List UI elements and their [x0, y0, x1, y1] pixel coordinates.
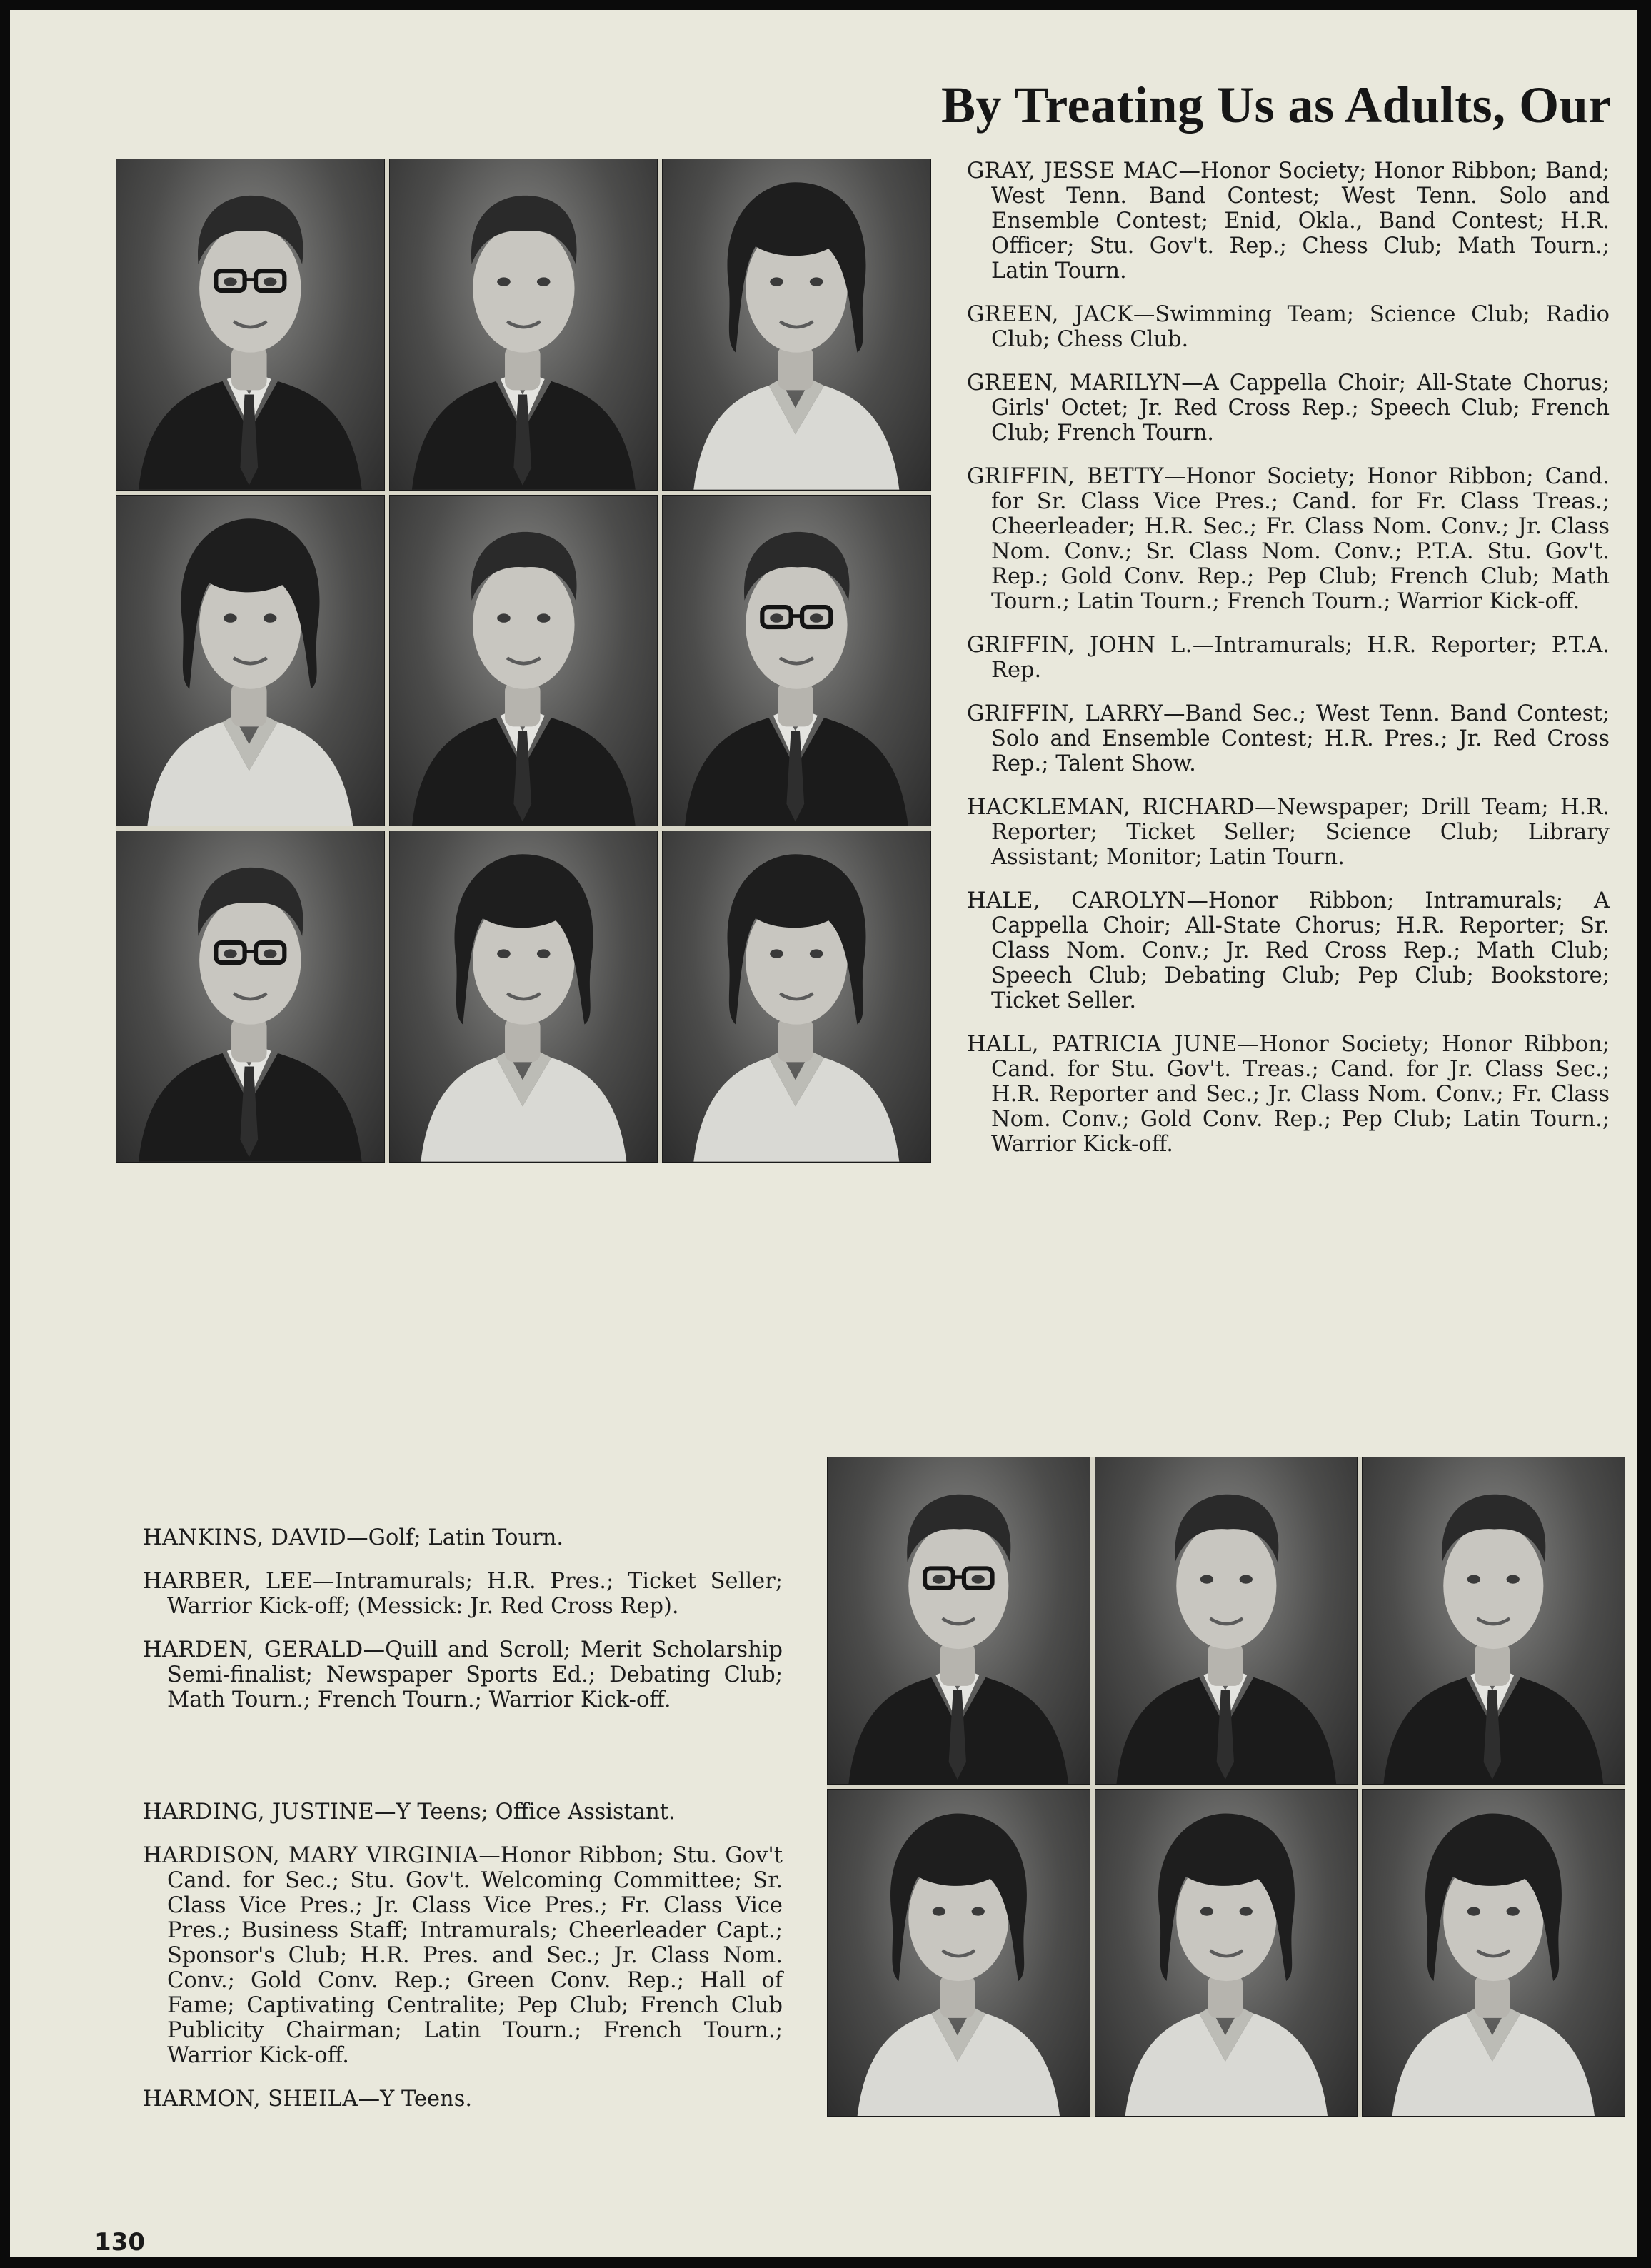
student-bio — [967, 633, 1610, 683]
student-activities: —Intramurals; H.R. Pres.; Ticket Seller; Warrior Kick-off; (Messick: Jr. Red Cross Rep). — [167, 1569, 783, 1619]
student-name: HARDISON, MARY VIRGINIA — [143, 1843, 479, 1868]
student-bio — [143, 1525, 783, 1550]
student-activities: —Y Teens; Office Assistant. — [374, 1800, 676, 1825]
bio-list-top — [967, 159, 1610, 1175]
student-bio — [967, 1032, 1610, 1157]
student-bio — [967, 159, 1610, 284]
student-portrait — [1362, 1457, 1625, 1785]
student-activities: —Honor Society; Honor Ribbon; Cand. for Stu. Gov't. Treas.; Cand. for Jr. Class Sec.; H.R. Reporter and Sec.; Jr. Class Nom. Conv.; Fr. Class Nom. Conv.; Gold Conv. Rep.; Pep Club; Latin Tourn.; Warrior Kick-off. — [991, 1032, 1610, 1157]
student-activities: —Intramurals; H.R. Reporter; P.T.A. Rep. — [991, 633, 1610, 683]
student-portrait — [389, 831, 658, 1163]
student-portrait — [116, 831, 385, 1163]
student-activities: —Golf; Latin Tourn. — [346, 1525, 564, 1550]
student-name: HARMON, SHEILA — [143, 2087, 358, 2112]
student-activities: —Quill and Scroll; Merit Scholarship Semi-finalist; Newspaper Sports Ed.; Debating Club; Math Tourn.; French Tourn.; Warrior Kick-off. — [167, 1637, 783, 1712]
student-activities: —Honor Ribbon; Stu. Gov't Cand. for Sec.; Stu. Gov't. Welcoming Committee; Sr. Class Vice Pres.; Jr. Class Vice Pres.; Fr. Class Vice Pres.; Business Staff; Intramurals; Cheerleader Capt.; Sponsor's Club; H.R. Pres. and Sec.; Jr. Class Nom. Conv.; Gold Conv. Rep.; Green Conv. Rep.; Hall of Fame; Captivating Centralite; Pep Club; French Club Publicity Chairman; Latin Tourn.; French Tourn.; Warrior Kick-off. — [167, 1843, 783, 2068]
student-name: HARDING, JUSTINE — [143, 1800, 375, 1825]
page-number: 130 — [94, 2228, 145, 2257]
student-name: GREEN, JACK — [967, 302, 1133, 327]
student-name: GRAY, JESSE MAC — [967, 159, 1179, 184]
student-bio — [143, 1637, 783, 1712]
student-name: GRIFFIN, BETTY — [967, 464, 1164, 489]
student-name: HALE, CAROLYN — [967, 888, 1187, 913]
student-bio — [143, 1843, 783, 2068]
student-activities: —Band Sec.; West Tenn. Band Contest; Solo and Ensemble Contest; H.R. Pres.; Jr. Red Cross Rep.; Talent Show. — [991, 701, 1610, 776]
student-bio — [967, 701, 1610, 776]
page-headline: By Treating Us as Adults, Our — [941, 76, 1612, 134]
student-portrait — [389, 495, 658, 827]
student-activities: —Swimming Team; Science Club; Radio Club; Chess Club. — [991, 302, 1610, 352]
student-portrait — [1362, 1789, 1625, 2117]
portrait-grid-bottom — [827, 1457, 1625, 2117]
student-portrait — [389, 159, 658, 491]
student-portrait — [662, 159, 931, 491]
student-portrait — [662, 495, 931, 827]
student-bio — [967, 888, 1610, 1013]
student-portrait — [1095, 1789, 1358, 2117]
student-bio — [143, 2087, 783, 2112]
student-portrait — [1095, 1457, 1358, 1785]
student-name: GRIFFIN, LARRY — [967, 701, 1164, 726]
student-name: HANKINS, DAVID — [143, 1525, 347, 1550]
student-bio — [967, 795, 1610, 870]
student-activities: —Honor Society; Honor Ribbon; Band; West Tenn. Band Contest; West Tenn. Solo and Ensemble Contest; Enid, Okla., Band Contest; H.R. Officer; Stu. Gov't. Rep.; Chess Club; Math Tourn.; Latin Tourn. — [991, 159, 1610, 284]
student-name: GRIFFIN, JOHN L. — [967, 633, 1193, 658]
student-portrait — [116, 495, 385, 827]
bio-list-bottom — [143, 1525, 783, 2130]
student-portrait — [827, 1789, 1090, 2117]
student-bio — [967, 464, 1610, 614]
student-activities: —Honor Society; Honor Ribbon; Cand. for Sr. Class Vice Pres.; Cand. for Fr. Class Treas.; Cheerleader; H.R. Sec.; Fr. Class Nom. Conv.; Jr. Class Nom. Conv.; Sr. Class Nom. Conv.; P.T.A. Stu. Gov't. Rep.; Gold Conv. Rep.; Pep Club; French Club; Math Tourn.; Latin Tourn.; French Tourn.; Warrior Kick-off. — [991, 464, 1610, 614]
student-bio — [143, 1569, 783, 1619]
student-activities: —Y Teens. — [358, 2087, 473, 2112]
student-portrait — [116, 159, 385, 491]
student-bio — [967, 371, 1610, 446]
portrait-grid-top — [116, 159, 931, 1163]
student-name: GREEN, MARILYN — [967, 371, 1182, 396]
student-portrait — [662, 831, 931, 1163]
student-bio — [143, 1800, 783, 1825]
student-name: HALL, PATRICIA JUNE — [967, 1032, 1238, 1057]
student-portrait — [827, 1457, 1090, 1785]
yearbook-page — [10, 10, 1637, 2257]
student-bio — [967, 302, 1610, 352]
student-name: HACKLEMAN, RICHARD — [967, 795, 1255, 820]
student-activities: —A Cappella Choir; All-State Chorus; Girls' Octet; Jr. Red Cross Rep.; Speech Club; French Club; French Tourn. — [991, 371, 1610, 446]
student-activities: —Newspaper; Drill Team; H.R. Reporter; Ticket Seller; Science Club; Library Assistant; Monitor; Latin Tourn. — [991, 795, 1610, 870]
student-activities: —Honor Ribbon; Intramurals; A Cappella Choir; All-State Chorus; H.R. Reporter; Sr. Class Nom. Conv.; Jr. Red Cross Rep.; Math Club; Speech Club; Debating Club; Pep Club; Bookstore; Ticket Seller. — [991, 888, 1610, 1013]
student-name: HARDEN, GERALD — [143, 1637, 363, 1662]
student-name: HARBER, LEE — [143, 1569, 313, 1594]
